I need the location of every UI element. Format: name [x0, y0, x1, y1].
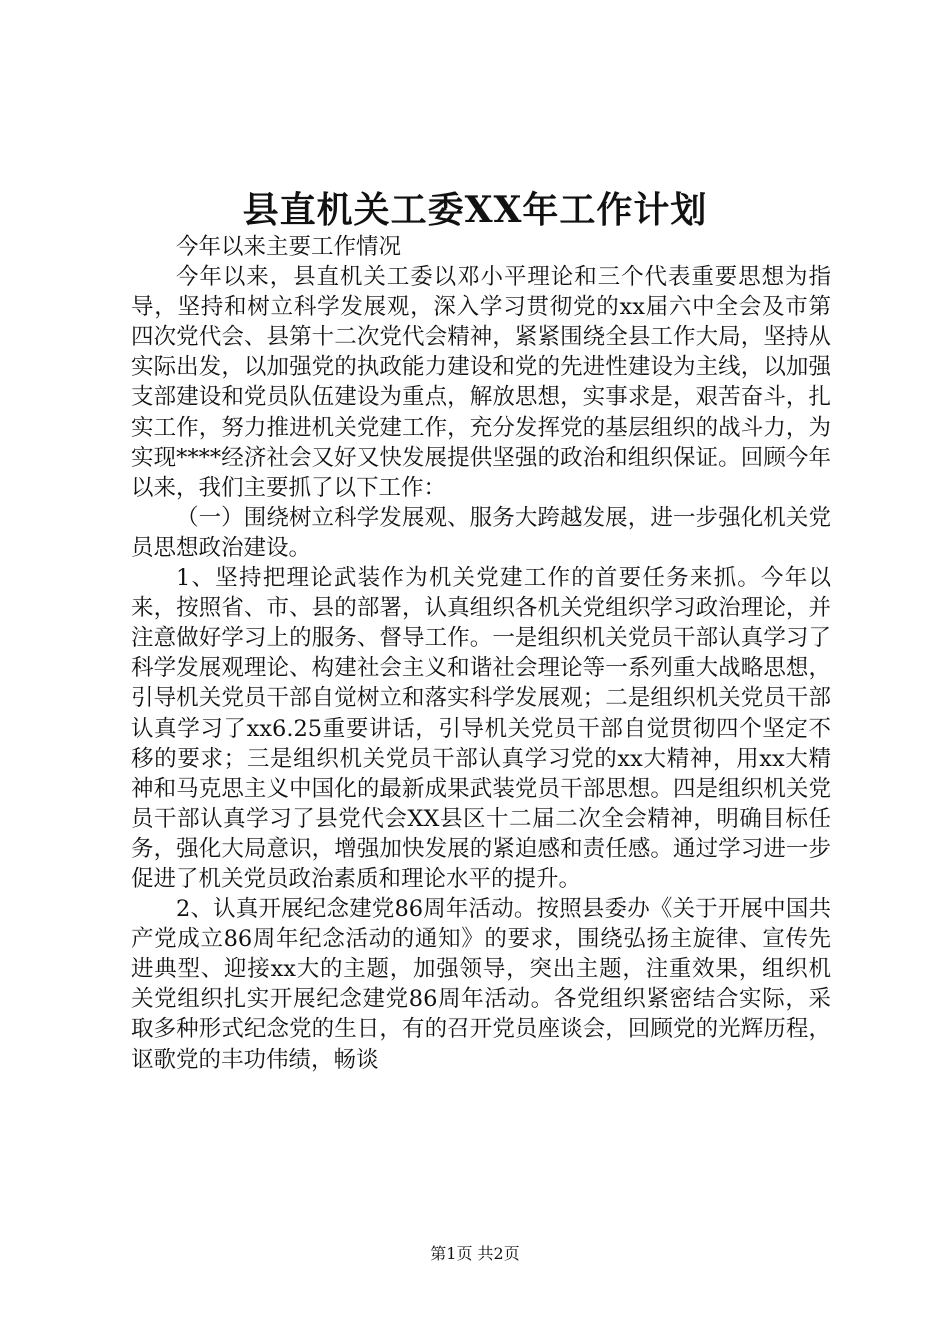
paragraph: 1、坚持把理论武装作为机关党建工作的首要任务来抓。今年以来，按照省、市、县的部署，认真组织各机关党组织学习政治理论，并注意做好学习上的服务、督导工作。一是组织机关党员干部认真学习了科学发展观理论、构建社会主义和谐社会理论等一系列重大战略思想，引导机关党员干部自觉树立和落实科学发展观；二是组织机关党员干部认真学习了xx6.25重要讲话，引导机关党员干部自觉贯彻四个坚定不移的要求；三是组织机关党员干部认真学习党的xx大精神，用xx大精神和马克思主义中国化的最新成果武装党员干部思想。四是组织机关党员干部认真学习了县党代会XX县区十二届二次全会精神，明确目标任务，强化大局意识，增强加快发展的紧迫感和责任感。通过学习进一步促进了机关党员政治素质和理论水平的提升。 — [131, 565, 831, 892]
paragraph: 今年以来，县直机关工委以邓小平理论和三个代表重要思想为指导，坚持和树立科学发展观，深入学习贯彻党的xx届六中全会及市第四次党代会、县第十二次党代会精神，紧紧围绕全县工作大局，坚持从实际出发，以加强党的执政能力建设和党的先进性建设为主线，以加强支部建设和党员队伍建设为重点，解放思想，实事求是，艰苦奋斗，扎实工作，努力推进机关党建工作，充分发挥党的基层组织的战斗力，为实现****经济社会又好又快发展提供坚强的政治和组织保证。回顾今年以来，我们主要抓了以下工作： — [131, 264, 831, 501]
paragraph: （一）围绕树立科学发展观、服务大跨越发展，进一步强化机关党员思想政治建设。 — [131, 504, 831, 561]
paragraph: 2、认真开展纪念建党86周年活动。按照县委办《关于开展中国共产党成立86周年纪念活动的通知》的要求，围绕弘扬主旋律、宣传先进典型、迎接xx大的主题，加强领导，突出主题，注重效果，组织机关党组织扎实开展纪念建党86周年活动。各党组织紧密结合实际，采取多种形式纪念党的生日，有的召开党员座谈会，回顾党的光辉历程，讴歌党的丰功伟绩，畅谈 — [131, 896, 831, 1073]
document-body — [131, 232, 831, 1075]
document-title: 县直机关工委XX年工作计划 — [242, 189, 708, 231]
page-number-footer: 第1页 共2页 — [430, 1244, 520, 1263]
section-heading: 今年以来主要工作情况 — [176, 234, 402, 260]
